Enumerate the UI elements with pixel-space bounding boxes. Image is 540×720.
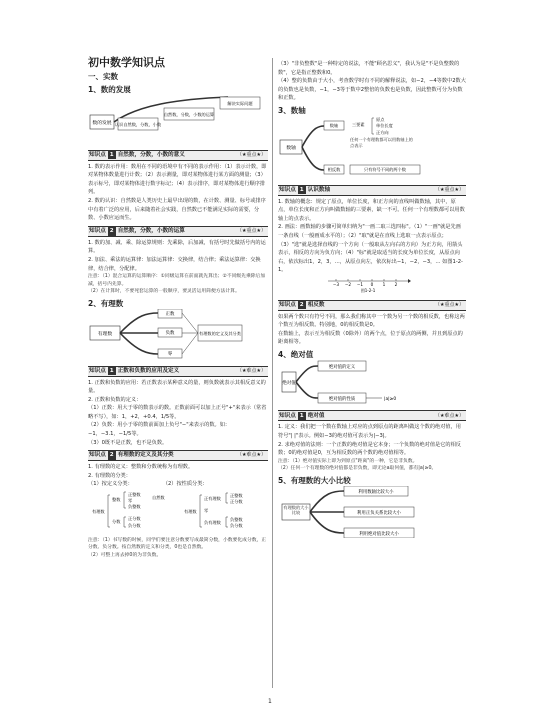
class-item: 正整数 xyxy=(230,493,243,499)
paragraph: 2. 数的认识：自然数是人类历史上最早出现的数，在计数、测量、标号或排序中有着广泛的应用，后来随着社会实践，自然数已不能满足实际的需要，分数、小数应运而生。 xyxy=(88,197,266,222)
paragraph: 1. 定义：我们把一个数在数轴上对应的点到原点的距离叫做这个数的绝对值，用符号"| |"表示。例如−3的绝对值可表示为|−3|。 xyxy=(278,424,461,440)
diagram-unit: 单位长度 xyxy=(376,122,393,128)
diagram-node-property: 绝对值的性质 xyxy=(328,396,356,402)
classification-diagram xyxy=(88,489,268,533)
diagram-note: 任何一个有理数都可以用数轴上的点表示 xyxy=(350,136,413,148)
diagram-node-1: 认识自然数，分数，小数 xyxy=(114,122,162,127)
axis-tick-label: 2 xyxy=(394,281,398,287)
knowledge-point-header: 知识点 1 认识数轴 （★重点★） xyxy=(278,185,466,196)
diagram-root-label: 数轴 xyxy=(286,145,296,151)
paragraph: （3）"非负整数"是一种特定的说法，不能"顾名思义"，我认为是"不是负整数的数"，它是指正整数和0。 xyxy=(278,61,460,76)
axis-tick-label: −3 xyxy=(332,281,340,287)
knowledge-point-header: 知识点 2 相反数 （★重点★） xyxy=(278,300,466,311)
paragraph: 如果两个数只有符号不同，那么我们称其中一个数为另一个数的相反数，也称这两个数互为相反数。特别地，0的相反数是0。 xyxy=(278,313,465,329)
paragraph: 1. 数的表示作用：数用在不同的语境中有不同的表示作用：（1）表示计数，即对某物体数量进行计数；（2）表示测量，即对某物体进行某方面的测量；（3）表示标号，即对某物体进行数字标记；（4）表示排序，即对某物体进行顺序排列。 xyxy=(88,163,267,196)
diagram-node-zero: 零 xyxy=(167,351,173,357)
knowledge-point-header: 知识点 1 绝对值 （★难点★） xyxy=(278,410,466,421)
paragraph: （2）负数：用小于零的数前面加上负号"−"来表示的数。如：−1，−3.1，−1/5等。 xyxy=(88,422,231,438)
class-item: 正整数 xyxy=(128,492,141,498)
brace xyxy=(108,495,110,527)
axis-tick-label: −2 xyxy=(344,281,352,287)
number-development-diagram xyxy=(88,95,268,143)
note: 注意：（1）书写数的时候，同学们要注意分数要写成最简分数，小数要化成分数，正分数、负分数。按自然数的定义和分类，0也是自然数。 xyxy=(88,537,267,551)
diagram-node-definition: 绝对值的定义 xyxy=(328,364,356,370)
subsection-heading: 3、数轴 xyxy=(278,105,306,115)
right-column xyxy=(278,60,466,542)
diagram-node-3: 解决实际问题 xyxy=(227,101,253,106)
left-column xyxy=(88,56,268,559)
class-zero: 零 xyxy=(204,508,209,514)
class-fraction: 分数 xyxy=(112,519,121,525)
diagram-origin: 原点 xyxy=(376,116,385,122)
class-root: 有理数 xyxy=(184,509,197,515)
diagram-node-2: 自然数，分数，小数的运算 xyxy=(163,112,215,117)
class-root: 有理数 xyxy=(92,509,105,515)
axis-arrow xyxy=(408,279,411,283)
diagram-curve xyxy=(120,313,158,354)
note: （2）在计算时，不要死套运算的一般顺序，要灵活运用简便方法计算。 xyxy=(88,289,240,295)
figure-caption: 图1-2-1 xyxy=(360,287,376,293)
class-item: 负分数 xyxy=(230,523,243,529)
axis-tick-label: 1 xyxy=(382,281,386,287)
diagram-curve xyxy=(310,491,344,533)
paragraph: 2. 有理数的分类： xyxy=(88,472,131,479)
paragraph: 1. 有理数的定义：整数和分数统称为有理数。 xyxy=(88,464,194,471)
class-item: 正分数 xyxy=(128,516,141,522)
paragraph: 2. 求绝对值的法则：一个正数的绝对值是它本身；一个负数的绝对值是它的相反数；0的绝对值是0，互为相反数的两个数的绝对值相等。 xyxy=(278,441,461,457)
diagram-root-label: 有理数 xyxy=(97,331,113,337)
diagram-node-opposite: 相反数 xyxy=(327,166,341,172)
paragraph: （4）整的负数由于大小，考查数学时有不同的解释说法，如−2，−4等数中2数大的负数也是负数，−1，−3等于数中2整倍的负数也是负数，因此整数可分为负数和正数。 xyxy=(278,78,466,102)
knowledge-point-header: 知识点 1 自然数，分数，小数的意义 （★重点★） xyxy=(88,150,268,161)
class-positive: 正有理数 xyxy=(204,496,221,502)
paragraph: 2. 画法：画数轴的步骤可简单归纳为"一画二取三选四标"。（1）"一画"就是先画一条直线（一般画成水平的）；（2）"取"就是在直线上选取一点表示原点；（3）"选"就是选择直线的一个方向（一般取从左向右的方向）为正方向，用箭头表示，相反的方向为负方向；（4）"标"就是取适当的长度为单位长度，从原点向右，依次标出1，2，3，…，从原点向左，依次标出−1，−2，−3，… 如图1-2-1。 xyxy=(278,224,463,274)
knowledge-point-header: 知识点 2 自然数，分数，小数的运算 （★重点★） xyxy=(88,226,268,237)
page-title: 初中数学知识点 xyxy=(88,56,165,69)
brace xyxy=(372,118,374,134)
note: （2）可整上再去掉0的为非负数。 xyxy=(88,552,162,558)
classification-captions: （1）按定义分类： （2）按性质分类： xyxy=(88,481,208,488)
absolute-value-diagram xyxy=(278,360,466,404)
diagram-direction: 正方向 xyxy=(376,129,389,135)
paragraph: 2. 加法、乘法的运算律：加法运算律：交换律，结合律；乘法运算律：交换律，结合律，分配律。 xyxy=(88,256,261,272)
knowledge-point-header: 知识点 1 正数和负数的应用及定义 （★难点★） xyxy=(88,366,268,377)
page-number: 1 xyxy=(268,698,272,705)
number-line-figure xyxy=(278,275,466,293)
paragraph: 1. 数的加、减、乘、除运算规则：先乘除，后加减，有括号时先做括号内的运算。 xyxy=(88,239,266,255)
paragraph: （1）正数：用大于零的数表示的数。正数前面可以加上正号"+"来表示（常省略不写），如：1，+2，+0.4，1/5等。 xyxy=(88,405,267,420)
brace xyxy=(124,492,126,527)
diagram-node-definition: 有理数的定义及其分类 xyxy=(199,330,241,336)
subsection-heading: 4、绝对值 xyxy=(278,349,314,359)
diagram-curve xyxy=(296,366,318,398)
section-heading: 一、实数 xyxy=(88,72,118,81)
class-natural: 自然数 xyxy=(152,495,165,501)
diagram-connector xyxy=(182,313,198,354)
diagram-curve xyxy=(302,126,324,170)
diagram-opposite-def: 只有符号不同的两个数 xyxy=(364,166,406,172)
paragraph: （3）0既不是正数，也不是负数。 xyxy=(88,439,168,446)
class-item: 零 xyxy=(128,498,133,504)
axis-tick-label: −1 xyxy=(356,281,364,287)
axis-tick-label: 0 xyxy=(370,281,374,287)
class-item: 负整数 xyxy=(230,517,243,523)
diagram-node-positive: 正数 xyxy=(165,311,175,317)
number-line-diagram xyxy=(278,116,466,178)
paragraph: 2. 正数和负数的定义： xyxy=(88,396,142,403)
rational-comparison-diagram xyxy=(278,486,466,538)
subsection-heading: 1、数的发展 xyxy=(88,85,131,94)
column-divider xyxy=(272,58,273,688)
diagram-root-label: 有理数的大小比较 xyxy=(283,505,309,516)
subsection-heading: 5、有理数的大小比较 xyxy=(278,476,351,486)
subsection-heading: 2、有理数 xyxy=(88,298,124,308)
note: （2）任何一个有理数的绝对值都是非负数，即无论a取何值，都有|a|≥0。 xyxy=(278,466,437,472)
diagram-node-3: 利用绝对值比较大小 xyxy=(359,532,399,538)
diagram-three-elements: 三要素 xyxy=(352,121,365,127)
knowledge-point-header: 知识点 2 有理数的定义及其分类 （★难点★） xyxy=(88,450,268,461)
class-integer: 整数 xyxy=(112,497,121,503)
paragraph: 1. 数轴的概念：规定了原点，单位长度，和正方向的直线叫做数轴，其中，原点，单位长度和正方向叫做数轴的三要素，缺一不可。任何一个有理数都可以用数轴上的点表示。 xyxy=(278,198,465,222)
diagram-node-axis: 数轴 xyxy=(329,122,339,128)
class-item: 负分数 xyxy=(128,523,141,529)
paragraph: 1. 正数和负数的应用：若正数表示某种意义的量，则负数就表示其相反意义的量。 xyxy=(88,379,266,395)
diagram-root-label: 绝对值 xyxy=(282,380,296,386)
class-item: 负整数 xyxy=(128,504,141,510)
diagram-node-1: 利用数轴比较大小 xyxy=(358,490,394,496)
diagram-node-2: 利用正负关系比较大小 xyxy=(357,511,401,517)
diagram-formula: |a|≥0 xyxy=(384,396,397,402)
class-negative: 负有理数 xyxy=(204,520,221,526)
note: 注意：（1）混合运算的运算顺序：①同级运算在前面就先算出；②不同级先乘除后加减，括号内先算。 xyxy=(88,274,266,287)
brace xyxy=(226,493,228,527)
paragraph: 在数轴上，表示互为相反数（0除外）的两个点，位于原点的两侧，并且到原点的距离相等。 xyxy=(278,330,463,346)
note: 注意：（1）绝对值实际上即为到原点"距离"的一种，它是非负数。 xyxy=(278,458,418,464)
class-item: 正分数 xyxy=(230,499,243,505)
brace xyxy=(200,495,202,527)
rational-number-diagram xyxy=(88,309,268,359)
diagram-root-label: 数的发展 xyxy=(92,121,112,126)
diagram-node-negative: 负数 xyxy=(165,330,175,336)
